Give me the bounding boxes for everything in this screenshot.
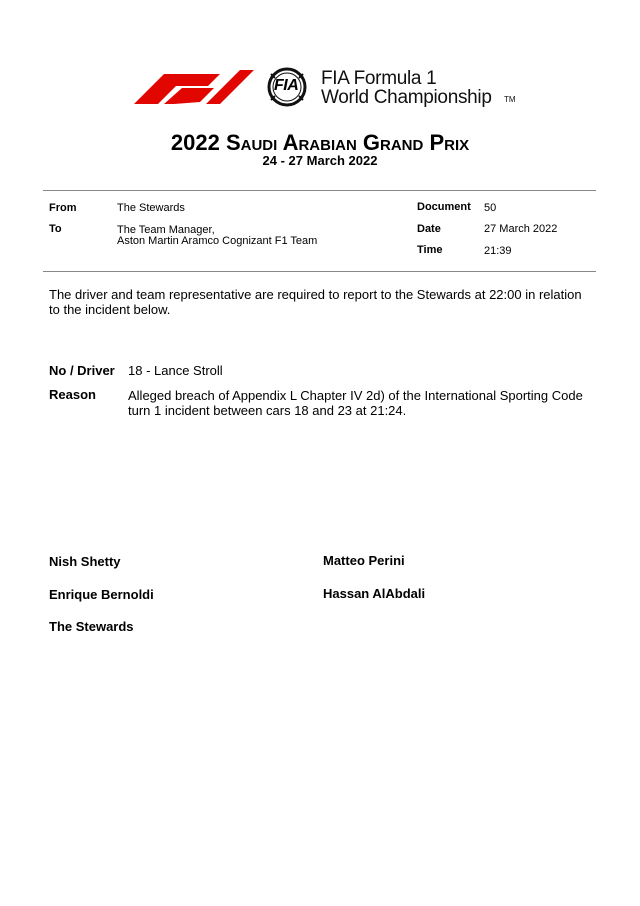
logo-line1: FIA Formula 1 bbox=[321, 68, 437, 89]
to-label: To bbox=[49, 223, 62, 235]
to-value-line2: Aston Martin Aramco Cognizant F1 Team bbox=[117, 235, 318, 247]
logo-line2: World Championship bbox=[321, 87, 492, 108]
time-label: Time bbox=[417, 244, 443, 256]
date-value: 27 March 2022 bbox=[484, 223, 558, 235]
driver-value: 18 - Lance Stroll bbox=[128, 363, 223, 378]
header-bottom-rule bbox=[43, 271, 596, 272]
from-label: From bbox=[49, 202, 77, 214]
fia-emblem-text: FIA bbox=[274, 77, 299, 94]
from-value: The Stewards bbox=[117, 202, 185, 214]
driver-label: No / Driver bbox=[49, 363, 115, 378]
event-name: Saudi Arabian Grand Prix bbox=[225, 130, 470, 155]
event-year: 2022 bbox=[170, 130, 220, 155]
reason-label: Reason bbox=[49, 387, 96, 402]
steward-signature-4: Hassan AlAbdali bbox=[323, 586, 426, 601]
date-label: Date bbox=[417, 223, 441, 235]
steward-signature-1: Nish Shetty bbox=[49, 554, 121, 569]
header-top-rule bbox=[43, 190, 596, 191]
time-value: 21:39 bbox=[484, 245, 512, 257]
to-value-line1: The Team Manager, bbox=[117, 224, 215, 236]
event-dates: 24 - 27 March 2022 bbox=[262, 153, 378, 168]
intro-paragraph: The driver and team representative are required to report to the Stewards at 22:00 in relation to the incident below. bbox=[49, 287, 582, 317]
stewards-closing: The Stewards bbox=[49, 619, 134, 634]
document-label: Document bbox=[417, 201, 471, 213]
steward-signature-3: Enrique Bernoldi bbox=[49, 587, 154, 602]
logo-trademark: TM bbox=[504, 95, 516, 104]
document-value: 50 bbox=[484, 202, 497, 214]
reason-value: Alleged breach of Appendix L Chapter IV 2d) of the International Sporting Code turn 1 incident between cars 18 and 23 at 21:24. bbox=[128, 388, 583, 418]
steward-signature-2: Matteo Perini bbox=[323, 553, 405, 568]
fia-f1-logo bbox=[134, 66, 518, 108]
